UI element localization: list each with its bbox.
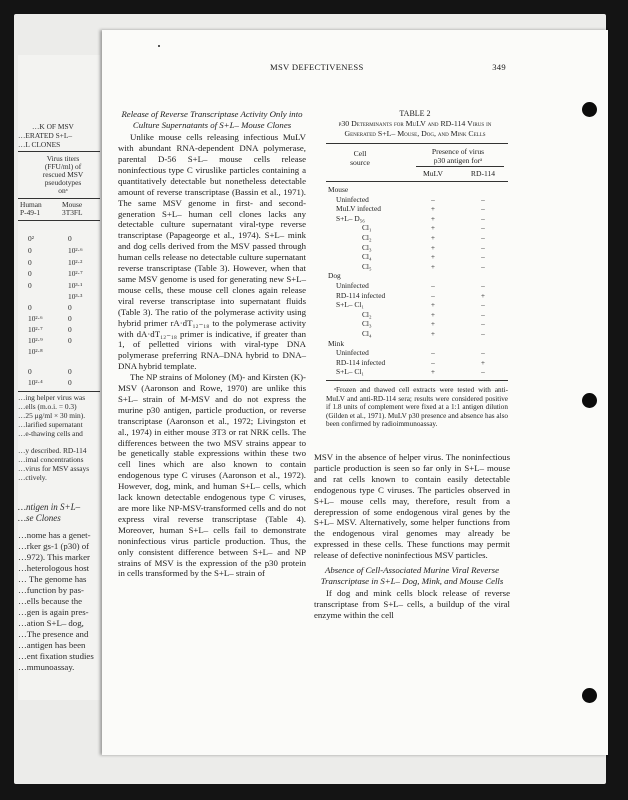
left-value: 10³·³ <box>68 292 83 301</box>
paragraph: Unlike mouse cells releasing infectious MuLV with abundant RNA-dependent DNA polymerase, parental D-56 S+L– mouse cells release noninfectious type C viruslike particles containing a quantitatively detectable but nonetheless detectable amount of reverse transcriptase (Bassin et al., 1971). The same MSV genome in first- and second-generation S+L– human cell clones lacks any detectable culture supernatant viral-type reverse transcriptase (Papageorge et al., 1974). S+L– mink and dog cells derived from the MSV passed through human cells release no detectable culture supernatant reverse transcriptase (Table 3). However, when that same MSV genome is used for generating new S+L– mouse cells, these mouse cell clones again release viral reverse transcriptase into supernatant fluids (Table 3). The ratio of the polymerase activity using hybrid primer rA·dT₁₂₋₁₈ to the polymerase activity with dA·dT₁₂₋₁₈ primer is indicative, if greater than 1, of pelletted virions with viral-type DNA polymerase preferring RNA–DNA hybrid to DNA–DNA hybrid template. <box>118 132 306 372</box>
left-table-rule <box>18 198 100 199</box>
left-value: 0 <box>68 314 72 323</box>
left-table-rule <box>18 151 100 152</box>
left-value: 0 <box>28 269 32 278</box>
table-cell-rd114: – <box>481 213 485 223</box>
table-cell-mulv: + <box>430 367 436 377</box>
table-header-cell-source: Cell source <box>350 149 370 167</box>
table-rule-head <box>326 181 508 182</box>
table-rule-top <box>326 143 508 144</box>
left-value: 0² <box>28 234 34 243</box>
table-caption-line: p30 Determinants for MuLV and RD-114 Virus in <box>338 119 492 128</box>
table-row-label: Uninfected <box>336 281 369 290</box>
left-footnote-line: …larified supernatant <box>18 420 83 429</box>
left-value: 0 <box>68 367 72 376</box>
table-row-label: Uninfected <box>336 194 369 204</box>
table-cell-mulv: – <box>431 281 435 290</box>
left-page-fragment <box>18 55 100 700</box>
table-cell-rd114: – <box>481 348 485 358</box>
left-body-line: … The genome has <box>18 574 87 584</box>
left-col-header-line: (FFU/ml) of <box>44 162 82 171</box>
left-value: 0 <box>28 281 32 290</box>
left-value: 10²·⁶ <box>28 314 43 323</box>
left-body-line: …nome has a genet- <box>18 530 91 540</box>
table-row-label: Cl₃ <box>362 319 372 329</box>
left-table-header-line: …ERATED S+L– <box>18 131 73 140</box>
table-cell-rd114: – <box>481 300 485 310</box>
left-body-line: …rker gs-1 (p30) of <box>18 541 90 551</box>
table-row-label: Mink <box>328 338 345 348</box>
left-section-heading: …se Clones <box>18 513 61 523</box>
paragraph: If dog and mink cells block release of reverse transcriptase from S+L– cells, a buildup of the viral enzyme within the cell <box>314 588 510 621</box>
table-cell-mulv: – <box>431 357 435 367</box>
section-heading-absence: Absence of Cell-Associated Murine Viral Reverse Transcriptase in S+L– Dog, Mink, and Mouse Cells <box>320 565 504 586</box>
left-body-line: …ent fixation studies <box>18 651 94 661</box>
left-body-line: …ation S+L– dog, <box>18 618 84 628</box>
table-cell-rd114: + <box>480 290 486 300</box>
left-col-header-line: onᵃ <box>58 186 68 195</box>
left-table-rule <box>18 391 100 392</box>
table-row-label: RD-114 infected <box>336 357 386 367</box>
table-row-label: Dog <box>328 271 341 281</box>
table-row-label: Cl₅ <box>362 261 372 271</box>
table-row-label: Cl₂ <box>362 309 372 319</box>
left-value: 10²·⁷ <box>28 325 43 334</box>
binder-hole <box>582 102 597 117</box>
table-cell-rd114: + <box>480 357 486 367</box>
table-rule-sub <box>416 166 504 167</box>
speck <box>158 45 160 47</box>
table-cell-mulv: + <box>430 261 436 271</box>
left-subheader: 3T3FL <box>62 208 83 217</box>
table-cell-mulv: – <box>431 290 435 300</box>
table-cell-rd114: – <box>481 252 485 262</box>
left-footnote-line: …ing helper virus was <box>18 393 86 402</box>
table-cell-mulv: + <box>430 242 436 252</box>
table-caption-line: Generated S+L– Mouse, Dog, and Mink Cells <box>344 129 486 138</box>
table-row-label: S+L– D₅₆ <box>336 213 365 223</box>
left-value: 10²·⁹ <box>28 336 43 345</box>
table-cell-rd114: – <box>481 367 485 377</box>
left-value: 10²·⁶ <box>68 246 83 255</box>
paragraph: The NP strains of Moloney (M)- and Kirsten (K)-MSV (Aaronson and Rowe, 1970) are unlike this S+L– strain of M-MSV and do not express the murine p30 antigen, particle production, or reverse transcriptase (Aaronson et al., 1972; Livingston et al., 1974) in either mouse 3T3 or rat NRK cells. The differences between the two MSV strains appear to be genetically stable expressions within these two cell lines which are also known to contain endogenous type C viruses (Aaronson et al., 1972). However, dog, mink, and human S+L– cells, which lack known detectable endogenous type C viruses, are more like NP-MSV-transformed cells and do not express viral reverse transcriptase (Table 4). Moreover, human S+L– cells fail to demonstrate noninfectious virus particle production. Thus, the only consistent difference between S+L– and NP strains of MSV is the expression of the p30 protein in cells transformed by the S+L– strain of <box>118 372 306 579</box>
left-value: 10²·⁸ <box>28 347 43 356</box>
binder-hole <box>582 393 597 408</box>
table-row-label: RD-114 infected <box>336 290 386 300</box>
left-body-line: …heterologous host <box>18 563 90 573</box>
running-head-title: MSV DEFECTIVENESS <box>270 62 364 72</box>
left-value: 0 <box>28 246 32 255</box>
table-row-label: S+L– Cl₁ <box>336 300 364 310</box>
table-cell-mulv: + <box>430 213 436 223</box>
left-value: 0 <box>68 378 72 387</box>
table-cell-mulv: + <box>430 309 436 319</box>
left-value: 0 <box>68 325 72 334</box>
left-value: 10²·² <box>68 258 83 267</box>
table-cell-rd114: – <box>481 223 485 233</box>
page-number: 349 <box>492 62 506 72</box>
left-value: 0 <box>28 303 32 312</box>
table-cell-mulv: – <box>431 194 435 204</box>
left-value: 0 <box>68 336 72 345</box>
table-cell-rd114: – <box>481 281 485 290</box>
left-footnote-line: …25 μg/ml × 30 min). <box>18 411 86 420</box>
section-heading-release: Release of Reverse Transcriptase Activity Only into Culture Supernatants of S+L– Mouse Clones <box>121 109 303 130</box>
left-footnote-line: …y described. RD-114 <box>18 446 87 455</box>
left-body-line: …ells because the <box>18 596 82 606</box>
table-cell-mulv: + <box>430 319 436 329</box>
table-row-label: Cl₂ <box>362 233 372 242</box>
left-value: 0 <box>28 258 32 267</box>
table-cell-mulv: – <box>431 348 435 358</box>
left-col-header-line: pseudotypes <box>44 178 82 187</box>
table-header-mulv: MuLV <box>423 169 443 178</box>
table-row-label: Uninfected <box>336 348 369 358</box>
table-row-label: Mouse <box>328 185 349 194</box>
left-footnote-line: …virus for MSV assays <box>18 464 90 473</box>
left-footnote-line: …ells (m.o.i. = 0.3) <box>18 402 77 411</box>
table-cell-mulv: + <box>430 300 436 310</box>
left-subheader: P-49-1 <box>20 208 41 217</box>
table-cell-mulv: + <box>430 204 436 214</box>
table-cell-rd114: – <box>481 194 485 204</box>
left-value: 0 <box>28 367 32 376</box>
left-value: 10³·¹ <box>68 281 83 290</box>
table-cell-rd114: – <box>481 309 485 319</box>
table-cell-rd114: – <box>481 319 485 329</box>
table-cell-mulv: + <box>430 252 436 262</box>
table-cell-rd114: – <box>481 261 485 271</box>
table-row-label: S+L– Cl₁ <box>336 367 364 377</box>
table-cell-mulv: + <box>430 329 436 338</box>
right-text-column <box>314 452 510 621</box>
table-rule-bottom <box>326 380 508 381</box>
left-footnote-line: …e-thawing cells and <box>18 429 83 438</box>
left-text-column <box>118 109 306 579</box>
left-body-line: …mmunoassay. <box>18 662 75 672</box>
table-footnote: ᵃFrozen and thawed cell extracts were tested with anti-MuLV and anti-RD-114 sera; results were considered positive if 1.8 units of complement were fixed at a 1:1 antigen dilution (Gilden et al., 1971). MuLV p30 presence and absence has also been confirmed by radioimmunoassay. <box>326 386 508 429</box>
left-body-line: …gen is again pres- <box>18 607 89 617</box>
table-header-rd114: RD-114 <box>470 169 496 178</box>
left-value: 0 <box>68 234 72 243</box>
left-value: 0 <box>68 303 72 312</box>
left-section-heading: …ntigen in S+L– <box>18 502 81 512</box>
table-cell-rd114: – <box>481 233 485 242</box>
left-body-line: …antigen has been <box>18 640 86 650</box>
table-header-presence: Presence of virus p30 antigen forᵃ <box>431 147 485 165</box>
table-cell-rd114: – <box>481 204 485 214</box>
left-col-header-line: rescued MSV <box>42 170 84 179</box>
table-number: TABLE 2 <box>399 109 431 118</box>
left-col-header-line: Virus titers <box>46 154 80 163</box>
table-cell-rd114: – <box>481 242 485 252</box>
paragraph: MSV in the absence of helper virus. The noninfectious particle production is seen so far only in S+L– mouse and rat cells known to contain easily detectable endogenous type C viruses. The particles observed in S+L– mouse cells may, therefore, result from a derepression of some endogenous viral genes by the S+L– MSV. Alternatively, some helper functions from the endogenous viral genomes may already be expressed in these cells. These functions may permit release of defective noninfectious MSV particles. <box>314 452 510 561</box>
table-row-label: Cl₄ <box>362 252 372 262</box>
table-row-label: MuLV infected <box>336 204 381 214</box>
left-table-header-line: …K OF MSV <box>32 122 74 131</box>
left-body-line: …972). This marker <box>18 552 90 562</box>
left-subheader: Human <box>20 200 42 209</box>
left-footnote-line: …ctively. <box>18 473 47 482</box>
binder-hole <box>582 688 597 703</box>
table-row-label: Cl₁ <box>362 223 372 233</box>
left-value: 10²·⁴ <box>28 378 43 387</box>
left-footnote-line: …imal concentrations <box>18 455 84 464</box>
table-row-label: Cl₄ <box>362 329 372 338</box>
table-cell-rd114: – <box>481 329 485 338</box>
left-table-header-line: …L CLONES <box>18 140 61 149</box>
left-body-line: …function by pas- <box>18 585 84 595</box>
left-table-rule <box>18 220 100 221</box>
table-cell-mulv: + <box>430 233 436 242</box>
left-body-line: …The presence and <box>18 629 89 639</box>
left-value: 10²·⁷ <box>68 269 83 278</box>
left-subheader: Mouse <box>62 200 83 209</box>
table-cell-mulv: + <box>430 223 436 233</box>
table-row-label: Cl₃ <box>362 242 372 252</box>
